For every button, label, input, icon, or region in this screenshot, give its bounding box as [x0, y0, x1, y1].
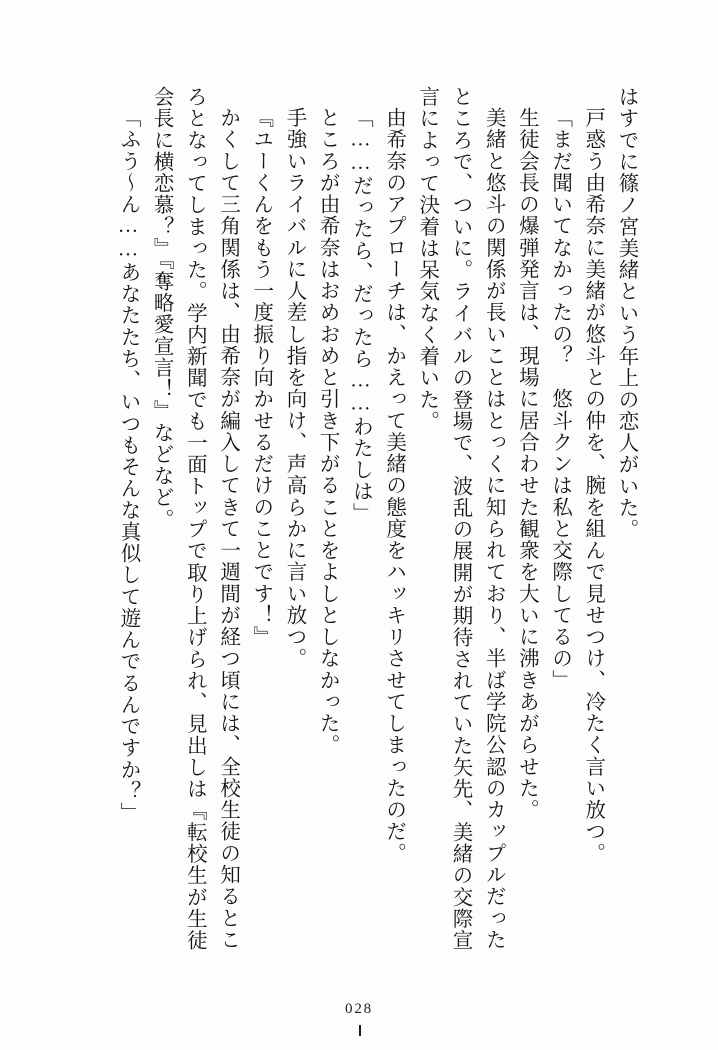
- paragraph: 美緒と悠斗の関係が長いことはとっくに知られており、半ば学院公認のカップルだったところで、ついに。ライバルの登場で、波乱の展開が期待されていた矢先、美緒の交際宣言によって決着は呆気なく着いた。: [415, 86, 505, 952]
- paragraph: 由希奈のアプローチは、かえって美緒の態度をハッキリさせてしまったのだ。: [382, 106, 405, 864]
- paragraph: かくして三角関係は、由希奈が編入してきて一週間が経つ頃には、全校生徒の知るところとなってしまった。学内新聞でも一面トップで取り上げられ、見出しは『転校生が生徒会長に横恋慕？』『奪略愛宣言！』などなど。: [150, 86, 239, 952]
- paragraph: 戸惑う由希奈に美緒が悠斗との仲を、腕を組んで見せつけ、冷たく言い放つ。: [581, 106, 604, 864]
- page-number: 028: [345, 1001, 373, 1017]
- paragraph: ところが由希奈はおめおめと引き下がることをよしとしなかった。: [316, 106, 339, 756]
- paragraph: 生徒会長の爆弾発言は、現場に居合わせた観衆を大いに沸きあがらせた。: [515, 106, 538, 821]
- paragraph: 「ふう～ん……あなたたち、いつもそんな真似して遊んでるんですか？」: [116, 106, 139, 824]
- printing-tick-mark: [359, 1025, 361, 1036]
- paragraph: 『ユーくんをもう一度振り向かせるだけのことです！』: [249, 106, 272, 648]
- paragraph: 手強いライバルに人差し指を向け、声高らかに言い放つ。: [282, 106, 305, 669]
- paragraph: はすでに篠ノ宮美緒という年上の恋人がいた。: [615, 86, 637, 541]
- page-text-body: [82, 86, 642, 966]
- paragraph: 「まだ聞いてなかったの？ 悠斗クンは私と交際してるの」: [548, 106, 571, 691]
- paragraph: 「……だったら、だったら……わたしは」: [349, 106, 372, 524]
